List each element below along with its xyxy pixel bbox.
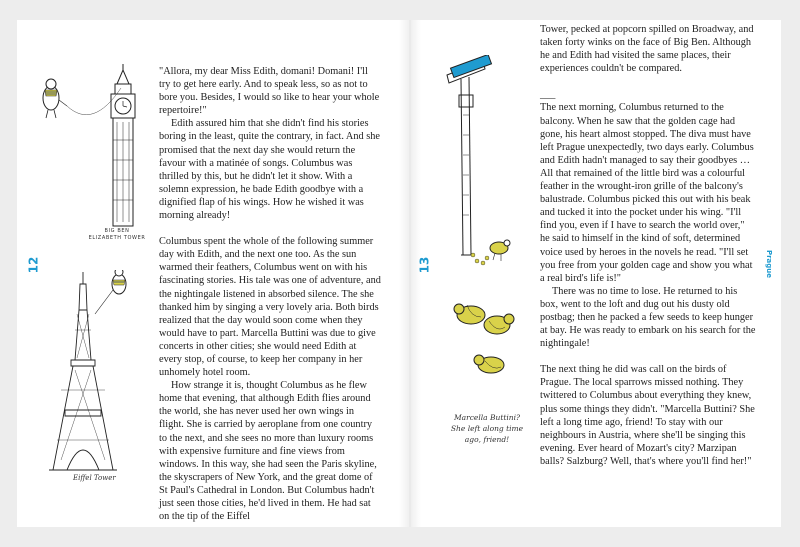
section-break: ___ [540, 89, 556, 101]
sparrow-icon [490, 240, 510, 261]
right-paragraph-2: The next morning, Columbus returned to the balcony. When he saw that the golden cage had gone, his heart almost stopped. The diva must have left Prague unexpectedly, two days early. Columbus and Edith hadn't managed to say their goodbyes … All that remained of the little bird was a colourful feather in the wrought-iron grille of the balcony's balustrade. Columbus picked this out with his beak and tucked it into the pocket under his wing. "I'll find you, even if I have to search the world over," he said to himself in the kind of soft, determined voice used by heroes in the novels he read. "I'll set you free from your golden cage and show you what a real bird's life is!" [540, 102, 754, 284]
big-ben-caption [87, 228, 147, 242]
page-number-right: 13 [417, 256, 432, 274]
left-paragraph-4: How strange it is, thought Columbus as he flew home that evening, that although Edith flies around the world, she has never used her own wings in flight. She is carried by aeroplane from one country to the next, and she sees no more than luxury rooms with expensive furniture and fine views from windows. In this way, she had seen the Paris skyline, the skyscrapers of New York, and the great dome of St Paul's Cathedral in London. But Columbus hadn't just seen those cities, he'd lived in them. He had sat on the tip of the Eiffel [159, 380, 377, 523]
left-paragraph-3: Columbus spent the whole of the following summer day with Edith, and the next one too. As the sun warmed their feathers, Columbus went on with his fascinating stories. His tale was one of adventure, and the nightingale listened in absorbed silence. The she thanked him by singing a very lovely aria. Both birds realized that the day would soon come when they would have to part. Marcella Buttini was due to give concerts in other cities; she would need Edith at every stop, of course, to keep her company in her unhomely hotel room. [159, 236, 381, 379]
handwritten-caption-line2: She left along time [450, 424, 524, 433]
eiffel-tower-illustration [45, 270, 160, 500]
handwritten-caption [437, 412, 537, 445]
bird-with-scarf-icon [43, 79, 67, 118]
page-number-left: 12 [26, 256, 41, 274]
left-paragraph-2: Edith assured him that she didn't find his stories boring in the least, quite the contrary, in fact. And she promised that the next day she would return the favour with a matinée of songs. Columbus was thrilled by this, but he didn't let it show. With a solemn expression, he bade Edith goodbye with a dignified flap of his wings. How he wished it was morning already! [159, 118, 380, 222]
handwritten-caption-line3: ago, friend! [464, 435, 510, 444]
book-gutter [399, 20, 421, 527]
left-paragraph-1: "Allora, my dear Miss Edith, domani! Domani! I'll try to get here early. And to speak less, so as not to bore you. Besides, I would so like to hear your whole repertoire!" [159, 66, 380, 117]
bird-on-tower-icon [95, 270, 126, 314]
running-head: Prague [765, 249, 774, 279]
handwritten-caption-line1: Marcella Buttini? [453, 413, 521, 422]
book-spread [17, 20, 781, 527]
right-paragraph-1: Tower, pecked at popcorn spilled on Broadway, and taken forty winks on the face of Big Ben. Although he and Edith had visited the same places, their experiences couldn't be compared. [540, 24, 754, 75]
big-ben-illustration [23, 60, 153, 235]
big-ben-caption-line2: ELIZABETH TOWER [88, 235, 146, 241]
right-paragraph-3: There was no time to lose. He returned to his box, went to the loft and dug out his dusty old postbag; then he packed a few seeds to keep hunger at bay. He was ready to embark on his search for the nightingale! [540, 285, 756, 350]
right-paragraph-4: The next thing he did was call on the birds of Prague. The local sparrows missed nothing. They twittered to Columbus about everything they knew, plus some things they didn't. "Marcella Buttini? She left a long time ago, friend! To stay with our neighbours in Austria, where she'll be singing this evening. Ever heard of Mozart's city? Marzipan balls? Salzburg? Well, that's where you'll find her!" [540, 364, 755, 467]
broadway-sign-illustration [437, 55, 537, 385]
sparrows-group-icon [454, 304, 514, 373]
right-page-text [540, 23, 756, 468]
left-page-text [159, 65, 381, 523]
eiffel-caption: Eiffel Tower [73, 474, 116, 482]
big-ben-caption-line1: BIG BEN [104, 228, 130, 234]
